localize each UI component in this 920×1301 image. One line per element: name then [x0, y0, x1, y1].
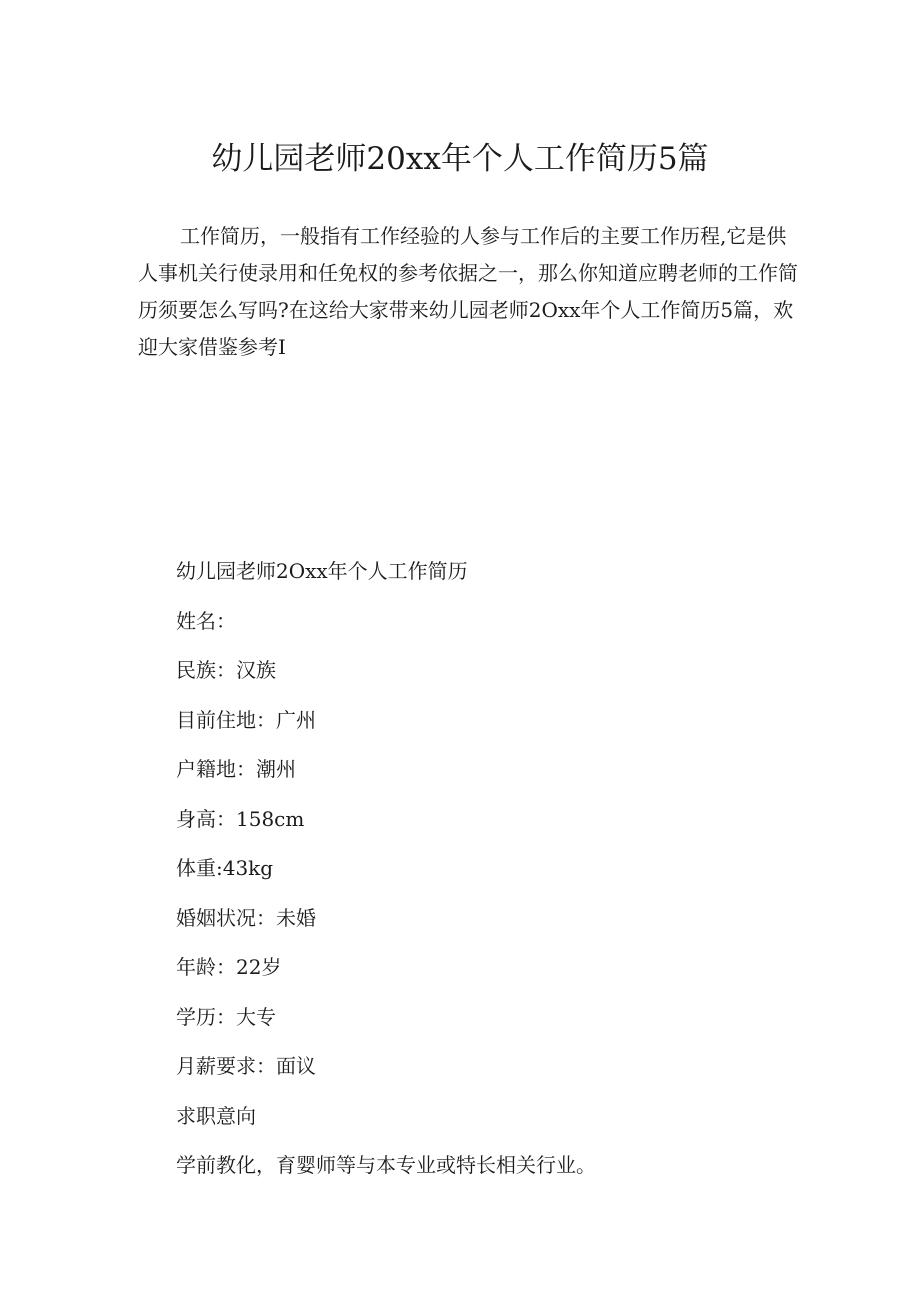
- resume-age: 年龄：22岁: [176, 955, 282, 979]
- resume-heading: 幼儿园老师2Oxx年个人工作简历: [176, 559, 468, 583]
- resume-hometown: 户籍地：潮州: [176, 757, 296, 781]
- resume-residence: 目前住地：广州: [176, 707, 316, 732]
- resume-weight: 体重:43kg: [176, 856, 274, 880]
- resume-salary: 月薪要求：面议: [176, 1054, 316, 1078]
- resume-education: 学历：大专: [176, 1004, 276, 1029]
- resume-height: 身高：158cm: [176, 806, 305, 831]
- intro-paragraph: 工作简历，一般指有工作经验的人参与工作后的主要工作历程,它是供人事机关行使录用和任免权的参考依据之一，那么你知道应聘老师的工作简历须要怎么写吗?在这给大家带来幼儿园老师2Oxx年个人工作简历5篇，欢迎大家借鉴参考I: [138, 224, 798, 359]
- resume-ethnicity: 民族：汉族: [176, 658, 276, 682]
- resume-section: [176, 556, 796, 1200]
- resume-objective: 学前教化，育婴师等与本专业或特长相关行业。: [176, 1153, 596, 1177]
- resume-marital: 婚姻状况：未婚: [176, 905, 316, 930]
- resume-name: 姓名：: [176, 608, 236, 633]
- resume-objective-heading: 求职意向: [176, 1103, 256, 1128]
- document-title: 幼儿园老师20xx年个人工作简历5篇: [211, 141, 709, 177]
